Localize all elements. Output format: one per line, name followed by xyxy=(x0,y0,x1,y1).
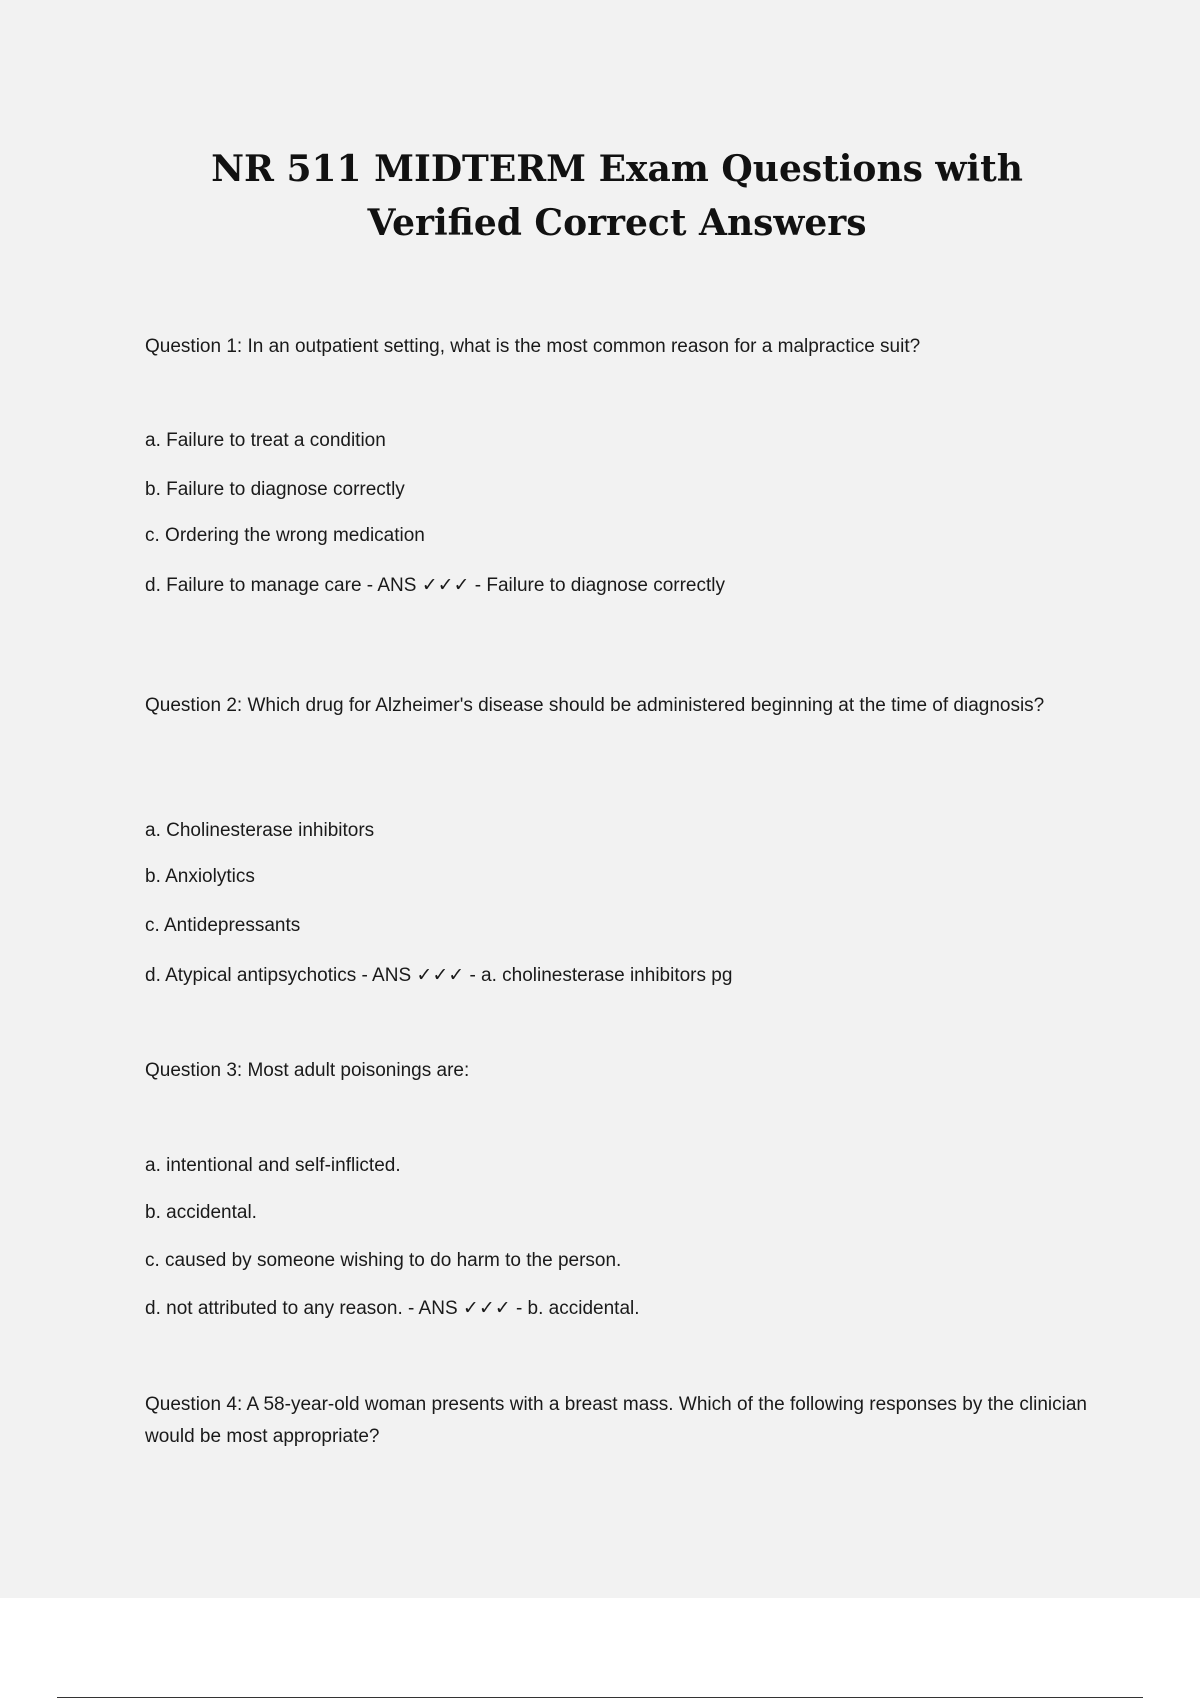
question-2-text: Question 2: Which drug for Alzheimer's disease should be administered beginning at the time of diagnosis? xyxy=(145,695,1045,716)
question-3-option-a: a. intentional and self-inflicted. xyxy=(145,1155,401,1176)
question-4-text: Question 4: A 58-year-old woman presents with a breast mass. Which of the following responses by the clinician would be most appropriate? xyxy=(145,1394,1087,1447)
question-3-option-b: b. accidental. xyxy=(145,1202,257,1223)
question-1-option-d-answer: d. Failure to manage care - ANS ✓✓✓ - Failure to diagnose correctly xyxy=(145,575,726,596)
question-1-text: Question 1: In an outpatient setting, what is the most common reason for a malpractice suit? xyxy=(145,336,921,357)
question-1-option-c: c. Ordering the wrong medication xyxy=(145,525,425,546)
question-2-option-a: a. Cholinesterase inhibitors xyxy=(145,820,375,841)
question-1-option-a: a. Failure to treat a condition xyxy=(145,430,386,451)
question-2-option-d-answer: d. Atypical antipsychotics - ANS ✓✓✓ - a. cholinesterase inhibitors pg xyxy=(145,965,733,986)
question-1-option-b: b. Failure to diagnose correctly xyxy=(145,479,405,500)
question-3-option-d-answer: d. not attributed to any reason. - ANS ✓✓✓ - b. accidental. xyxy=(145,1298,640,1319)
question-3-text: Question 3: Most adult poisonings are: xyxy=(145,1060,470,1081)
page-footer-divider xyxy=(57,1697,1143,1698)
document-title: NR 511 MIDTERM Exam Questions with Verified Correct Answers xyxy=(211,148,1023,244)
question-2-option-c: c. Antidepressants xyxy=(145,915,301,936)
question-2-option-b: b. Anxiolytics xyxy=(145,866,255,887)
question-3-option-c: c. caused by someone wishing to do harm to the person. xyxy=(145,1250,622,1271)
